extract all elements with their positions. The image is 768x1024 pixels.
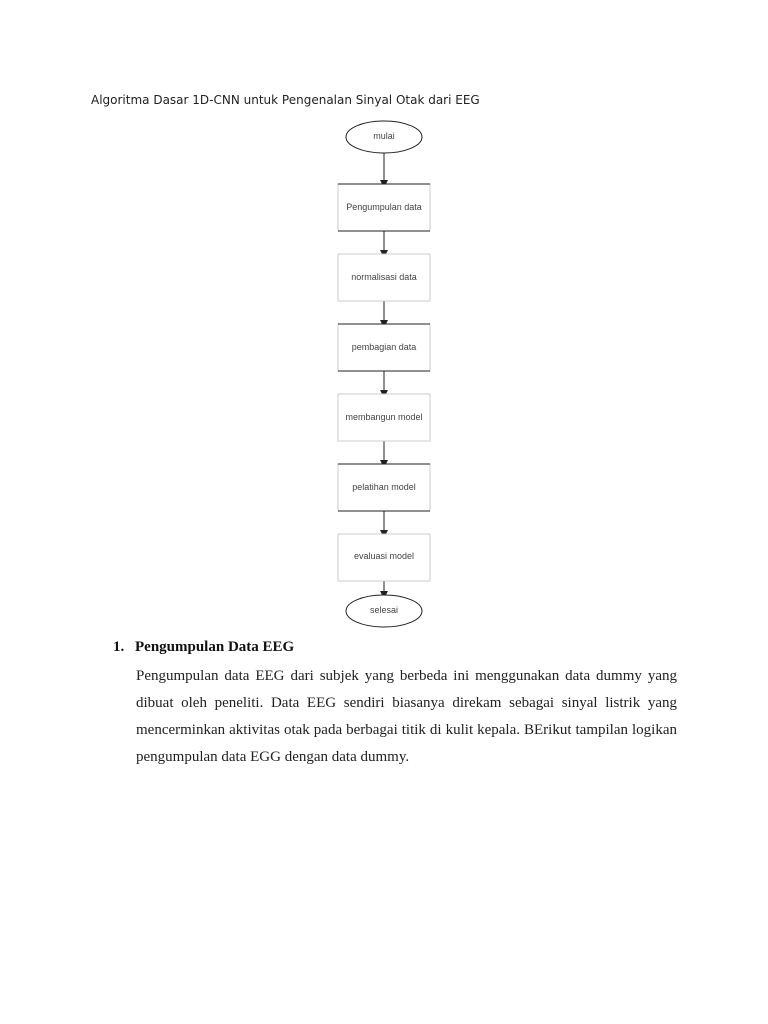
section-paragraph: Pengumpulan data EEG dari subjek yang berbeda ini menggunakan data dummy yang dibuat oleh peneliti. Data EEG sendiri biasanya direkam sebagai sinyal listrik yang mencerminkan aktivitas otak pada berbagai titik di kulit kepala. BErikut tampilan logikan pengumpulan data EGG dengan data dummy. — [136, 668, 677, 765]
end-label: selesai — [369, 605, 398, 615]
step-label-4: membangun model — [345, 412, 423, 422]
step-label-6: evaluasi model — [353, 551, 415, 561]
figure-caption: Algoritma Dasar 1D-CNN untuk Pengenalan Sinyal Otak dari EEG — [91, 93, 480, 107]
section-heading — [113, 639, 294, 656]
step-label-3: pembagian data — [351, 342, 417, 352]
section-number: 1. — [113, 639, 125, 655]
step-label-1: Pengumpulan data — [346, 202, 422, 212]
step-label-2: normalisasi data — [351, 272, 417, 282]
section-title: Pengumpulan Data EEG — [135, 639, 295, 655]
start-label: mulai — [373, 131, 395, 141]
step-label-5: pelatihan model — [352, 482, 416, 492]
